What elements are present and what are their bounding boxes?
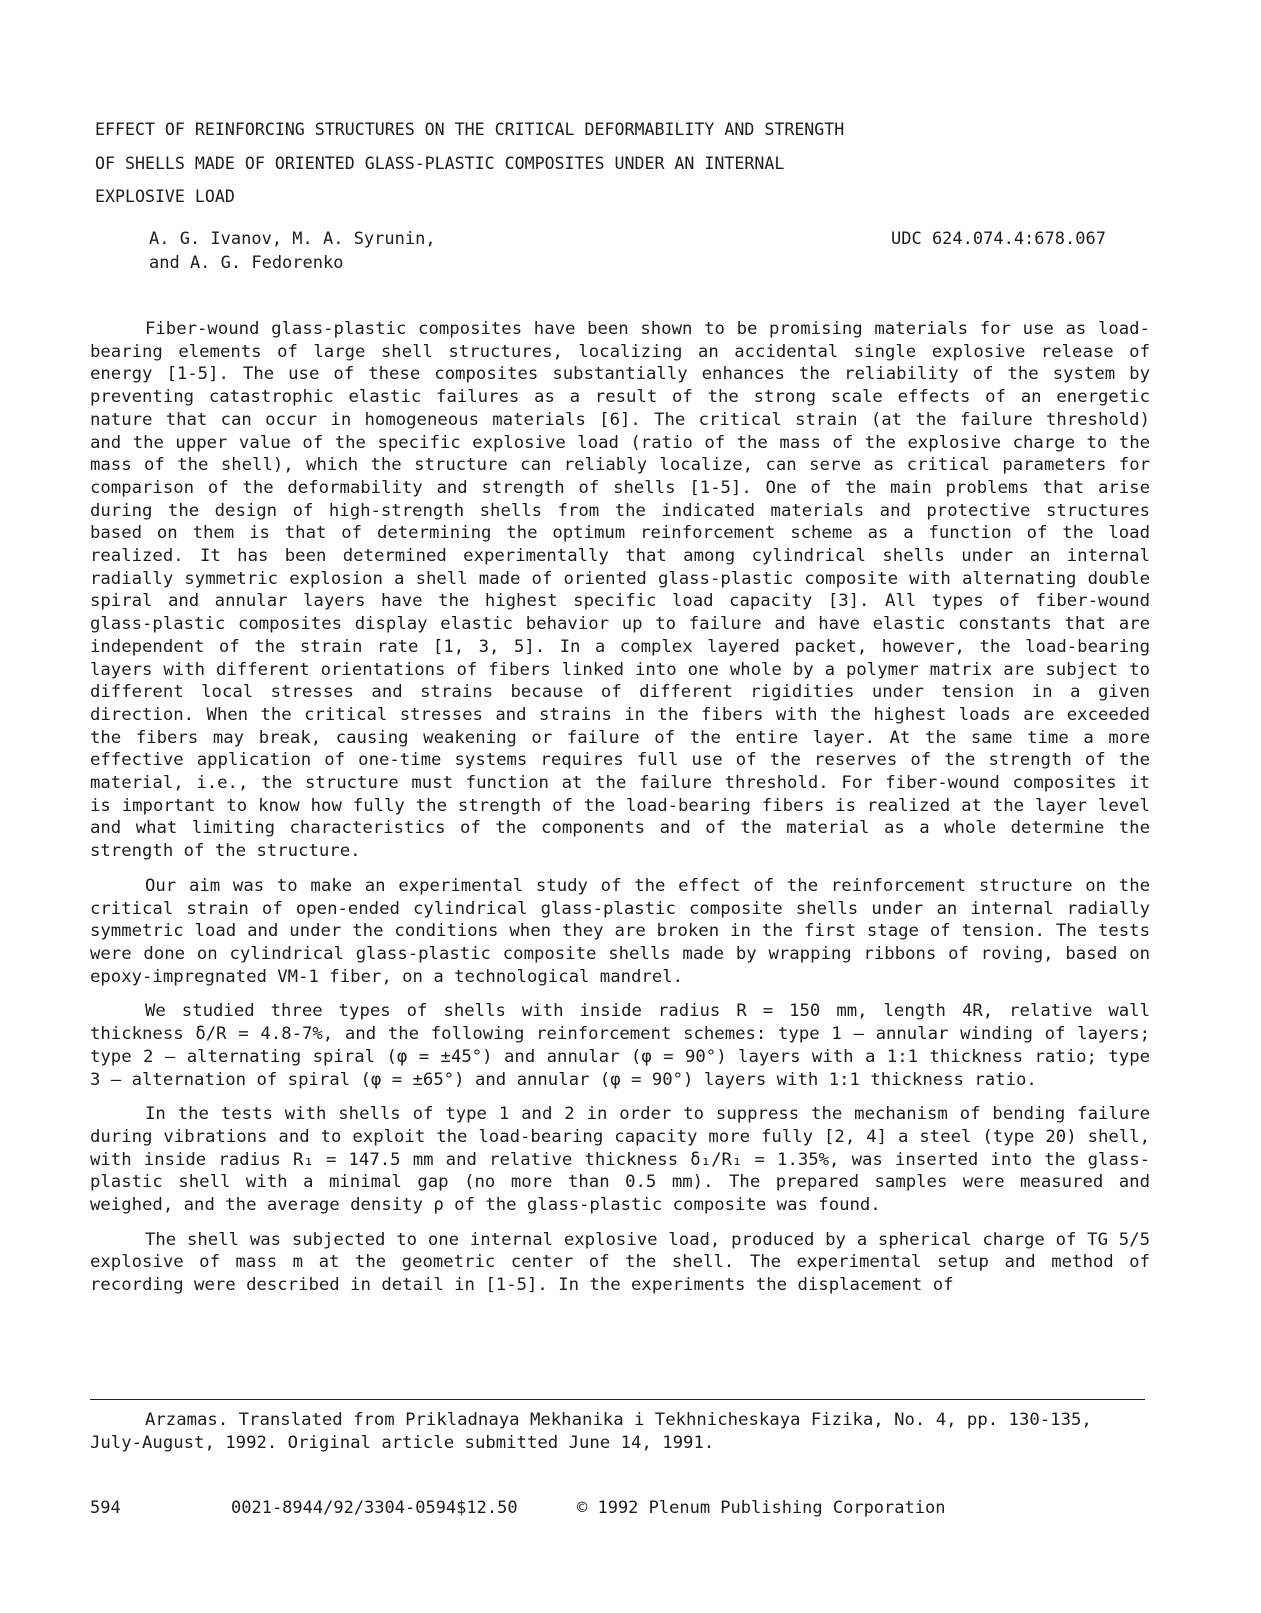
article-body: [90, 318, 1150, 1309]
article-title: EFFECT OF REINFORCING STRUCTURES ON THE CRITICAL DEFORMABILITY AND STRENGTH OF SHELLS MADE OF ORIENTED GLASS-PLASTIC COMPOSITES UNDER AN INTERNAL EXPLOSIVE LOAD: [95, 120, 845, 206]
authors: A. G. Ivanov, M. A. Syrunin, and A. G. Fedorenko: [149, 229, 436, 273]
journal-code: 0021-8944/92/3304-0594$12.50: [231, 1498, 518, 1518]
page-number: 594: [90, 1498, 121, 1518]
paragraph-explosive-load: The shell was subjected to one internal explosive load, produced by a spherical charge of TG 5/5 explosive of mass m at the geometric center of the shell. The experimental setup and method of recording were described in detail in [1-5]. In the experiments the displacement of: [90, 1229, 1150, 1296]
udc-code: UDC 624.074.4:678.067: [891, 229, 1106, 249]
paragraph-steel-insert: In the tests with shells of type 1 and 2 in order to suppress the mechanism of bending failure during vibrations and to exploit the load-bearing capacity more fully [2, 4] a steel (type 20) shell, with inside radius R₁ = 147.5 mm and relative thickness δ₁/R₁ = 1.35%, was inserted into the glass-plastic shell with a minimal gap (no more than 0.5 mm). The prepared samples were measured and weighed, and the average density ρ of the glass-plastic composite was found.: [90, 1104, 1150, 1216]
paragraph-aim: Our aim was to make an experimental study of the effect of the reinforcement structure on the critical strain of open-ended cylindrical glass-plastic composite shells under an internal radially symmetric load and under the conditions when they are broken in the first stage of tension. The tests were done on cylindrical glass-plastic composite shells made by wrapping ribbons of roving, based on epoxy-impregnated VM-1 fiber, on a technological mandrel.: [90, 875, 1150, 987]
paragraph-introduction: Fiber-wound glass-plastic composites have been shown to be promising materials for use as load-bearing elements of large shell structures, localizing an accidental single explosive release of energy [1-5]. The use of these composites substantially enhances the reliability of the system by preventing catastrophic elastic failures as a result of the strong scale effects of an energetic nature that can occur in homogeneous materials [6]. The critical strain (at the failure threshold) and the upper value of the specific explosive load (ratio of the mass of the explosive charge to the mass of the shell), which the structure can reliably localize, can serve as critical parameters for comparison of the deformability and strength of shells [1-5]. One of the main problems that arise during the design of high-strength shells from the indicated materials and protective structures based on them is that of determining the optimum reinforcement scheme as a function of the load realized. It has been determined experimentally that among cylindrical shells under an internal radially symmetric explosion a shell made of oriented glass-plastic composite with alternating double spiral and annular layers have the highest specific load capacity [3]. All types of fiber-wound glass-plastic composites display elastic behavior up to failure and have elastic constants that are independent of the strain rate [1, 3, 5]. In a complex layered packet, however, the load-bearing layers with different orientations of fibers linked into one whole by a polymer matrix are subject to different local stresses and strains because of different rigidities under tension in a given direction. When the critical stresses and strains in the fibers with the highest loads are exceeded the fibers may break, causing weakening or failure of the entire layer. At the same time a more effective application of one-time systems requires full use of the reserves of the strength of the material, i.e., the structure must function at the failure threshold. For fiber-wound composites it is important to know how fully the strength of the load-bearing fibers is realized at the layer level and what limiting characteristics of the components and of the material as a whole determine the strength of the structure.: [90, 319, 1150, 862]
footnote-divider: [90, 1399, 1145, 1400]
paragraph-shell-types: We studied three types of shells with inside radius R = 150 mm, length 4R, relative wall thickness δ/R = 4.8-7%, and the following reinforcement schemes: type 1 – annular winding of layers; type 2 – alternating spiral (φ = ±45°) and annular (φ = 90°) layers with a 1:1 thickness ratio; type 3 – alternation of spiral (φ = ±65°) and annular (φ = 90°) layers with 1:1 thickness ratio.: [90, 1001, 1150, 1090]
copyright-notice: © 1992 Plenum Publishing Corporation: [577, 1498, 946, 1518]
footnote: Arzamas. Translated from Prikladnaya Mekhanika i Tekhnicheskaya Fizika, No. 4, pp. 130-135, July-August, 1992. Original article submitted June 14, 1991.: [90, 1410, 1092, 1453]
